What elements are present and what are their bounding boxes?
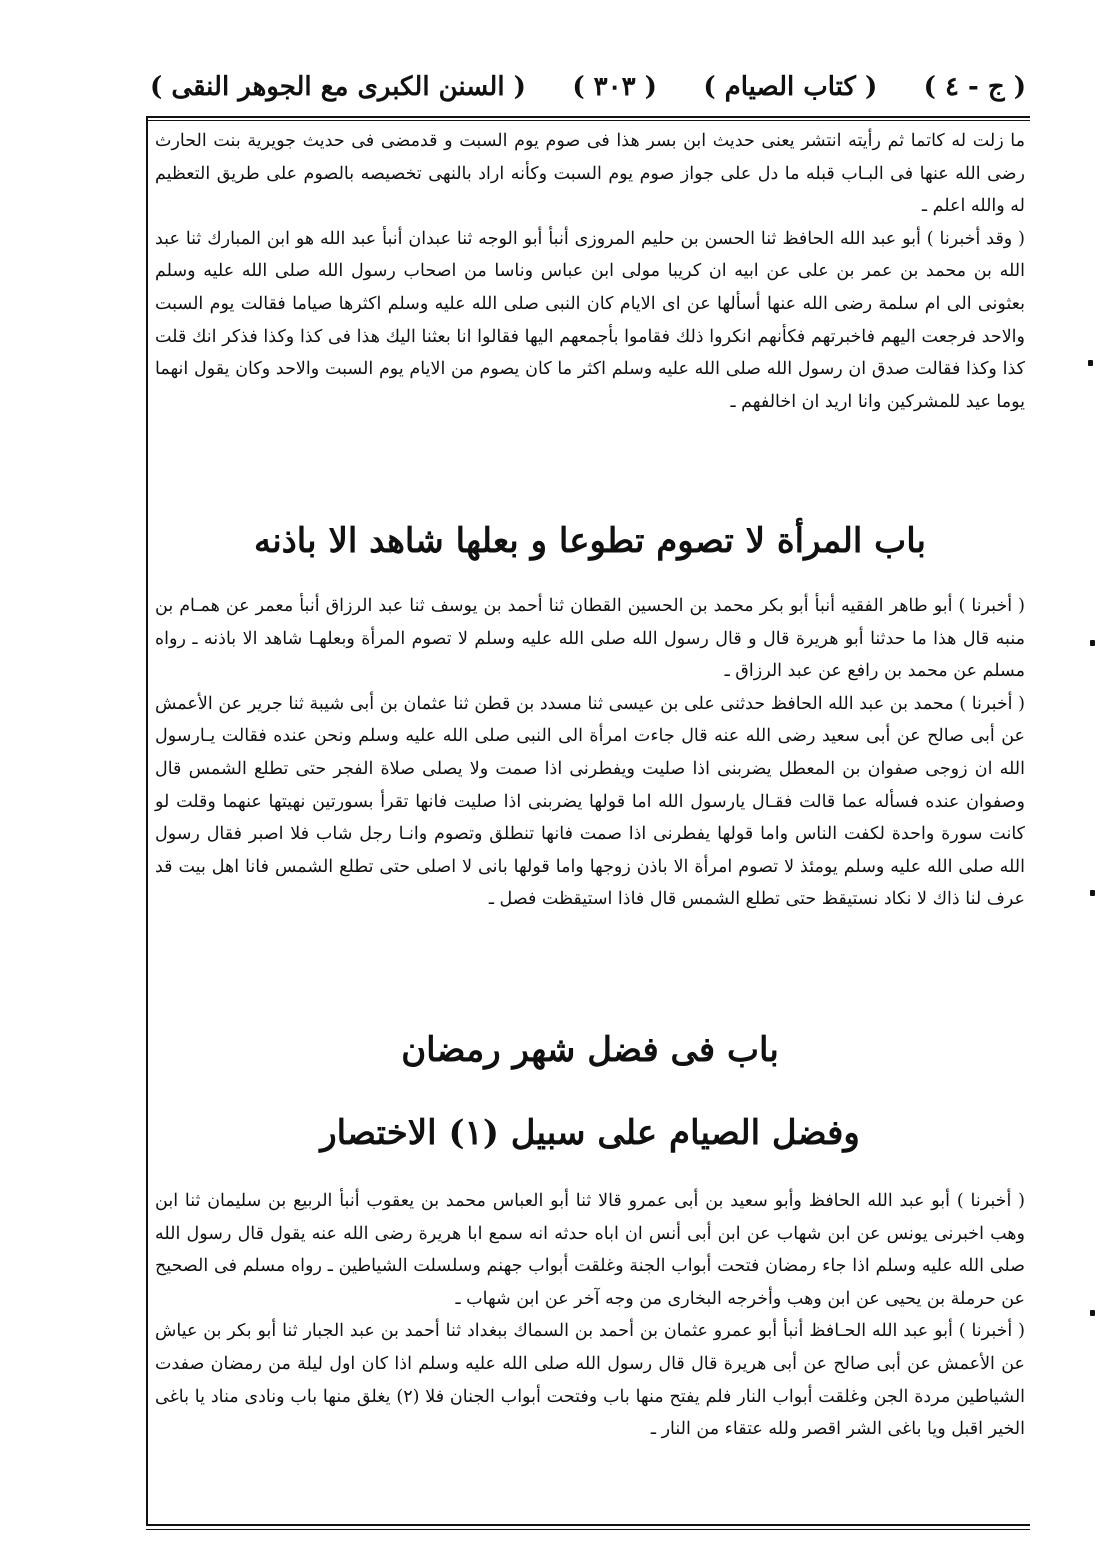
paragraph: ما زلت له كاتما ثم رأيته انتشر يعنى حديث ابن بسر هذا فى صوم يوم السبت و قدمضى فى حديث جويرية بنت الحارث رضى الله عنها فى البـاب قبله ما دل على جواز صوم يوم السبت وكأنه اراد بالنهى تخصيصه بالصوم على طريق التعظيم له والله اعلم ـ [155, 131, 1025, 217]
chapter-title: باب فى فضل شهر رمضان [401, 1030, 779, 1070]
margin-mark [1090, 1310, 1095, 1316]
paragraph: ( أخبرنا ) أبو عبد الله الحـافظ أنبأ أبو عمرو عثمان بن أحمد بن السماك ببغداد ثنا أحمد بن عبد الجبار ثنا أبو بكر بن عياش عن الأعمش عن أبى صالح عن أبى هريرة قال قال رسول الله صلى الله عليه وسلم اذا كان اول ليلة من رمضان صفدت الشياطين مردة الجن وغلقت أبواب النار فلم يفتح منها باب وفتحت أبواب الجنان فلا (٢) يغلق منها باب ونادى مناد يا باغى الخير اقبل ويا باغى الشر اقصر ولله عتقاء من النار ـ [155, 1321, 1026, 1440]
margin-mark [1088, 360, 1093, 366]
header-page-number: ( ٣٠٣ ) [572, 72, 657, 102]
left-margin-rule [146, 116, 148, 1526]
bottom-rule [146, 1524, 1030, 1526]
paragraph: ( أخبرنا ) محمد بن عبد الله الحافظ حدثنى على بن عيسى ثنا مسدد بن قطن ثنا عثمان بن أبى شيبة ثنا جرير عن الأعمش عن أبى صالح عن أبى سعيد رضى الله عنه قال جاءت امرأة الى النبى صلى الله عليه وسلم ونحن عنده فقالت يـارسول الله ان زوجى صفوان بن المعطل يضربنى اذا صليت ويفطرنى اذا صمت ولا يصلى صلاة الفجر حتى تطلع الشمس قال وصفوان عنده فسأله عما قالت فقـال يارسول الله اما قولها يضربنى اذا صليت فانها تقرأ بسورتين نهيتها عنهما وقلت لو كانت سورة واحدة لكفت الناس واما قولها يفطرنى اذا صمت فانها تنطلق وتصوم وانـا رجل شاب فلا اصبر فقال رسول الله صلى الله عليه وسلم يومئذ لا تصوم امرأة الا باذن زوجها واما قولها بانى لا اصلى حتى تطلع الشمس فانا اهل بيت قد عرف لنا ذاك لا نكاد نستيقظ حتى تطلع الشمس قال فاذا استيقظت فصل ـ [155, 693, 1025, 910]
header-book-title: ( السنن الكبرى مع الجوهر النقى ) [150, 72, 526, 102]
header-volume: ( ج - ٤ ) [923, 72, 1026, 102]
top-rule [146, 116, 1030, 118]
paragraph: ( أخبرنا ) أبو عبد الله الحافظ وأبو سعيد بن أبى عمرو قالا ثنا أبو العباس محمد بن يعقوب أنبأ الربيع بن سليمان ثنا ابن وهب اخبرنى يونس عن ابن شهاب عن ابن أبى أنس ان اباه حدثه انه سمع ابا هريرة رضى الله عنه يقول قال رسول الله صلى الله عليه وسلم اذا جاء رمضان فتحت أبواب الجنة وغلقت أبواب جهنم وسلسلت الشياطين ـ رواه مسلم فى الصحيح عن حرملة بن يحيى عن ابن وهب وأخرجه البخارى من وجه آخر عن ابن شهاب ـ [155, 1191, 1025, 1309]
margin-mark [1090, 890, 1095, 896]
paragraph: ( أخبرنا ) أبو طاهر الفقيه أنبأ أبو بكر محمد بن الحسين القطان ثنا أحمد بن يوسف ثنا عبد الرزاق أنبأ معمر عن همـام بن منبه قال هذا ما حدثنا أبو هريرة قال و قال رسول الله صلى الله عليه وسلم لا تصوم المرأة وبعلهـا شاهد الا باذنه ـ رواه مسلم عن محمد بن رافع عن عبد الرزاق ـ [155, 596, 1025, 682]
paragraph: ( وقد أخبرنا ) أبو عبد الله الحافظ ثنا الحسن بن حليم المروزى أنبأ أبو الوجه ثنا عبدان أنبأ عبد الله هو ابن المبارك ثنا عبد الله بن محمد بن عمر بن على عن ابيه ان كريبا مولى ابن عباس وناسا من اصحاب رسول الله صلى الله عليه وسلم بعثونى الى ام سلمة رضى الله عنها أسألها عن اى الايام كان النبى صلى الله عليه وسلم اكثرها صياما فقالت يوم السبت والاحد فرجعت اليهم فاخبرتهم فكأنهم انكروا ذلك فقاموا بأجمعهم اليها فقالوا انا بعثنا اليك هذا فى كذا وكذا فذكر انك قلت كذا وكذا فقالت صدق ان رسول الله صلى الله عليه وسلم اكثر ما كان يصوم من الايام يوم السبت والاحد وكان يقول انهما يوما عيد للمشركين وانا اريد ان اخالفهم ـ [155, 228, 1025, 412]
margin-mark [1090, 640, 1095, 646]
text-block-3 [155, 1185, 1025, 1446]
text-block-1 [155, 125, 1025, 418]
top-rule-inner [146, 120, 1030, 121]
header-section-title: ( كتاب الصيام ) [703, 72, 878, 102]
chapter-title: باب المرأة لا تصوم تطوعا و بعلها شاهد الا باذنه [253, 521, 927, 561]
running-header [150, 62, 1026, 112]
bottom-rule-inner [146, 1529, 1030, 1530]
chapter-subtitle: وفضل الصيام على سبيل (١) الاختصار [320, 1113, 860, 1153]
text-block-2 [155, 590, 1025, 916]
